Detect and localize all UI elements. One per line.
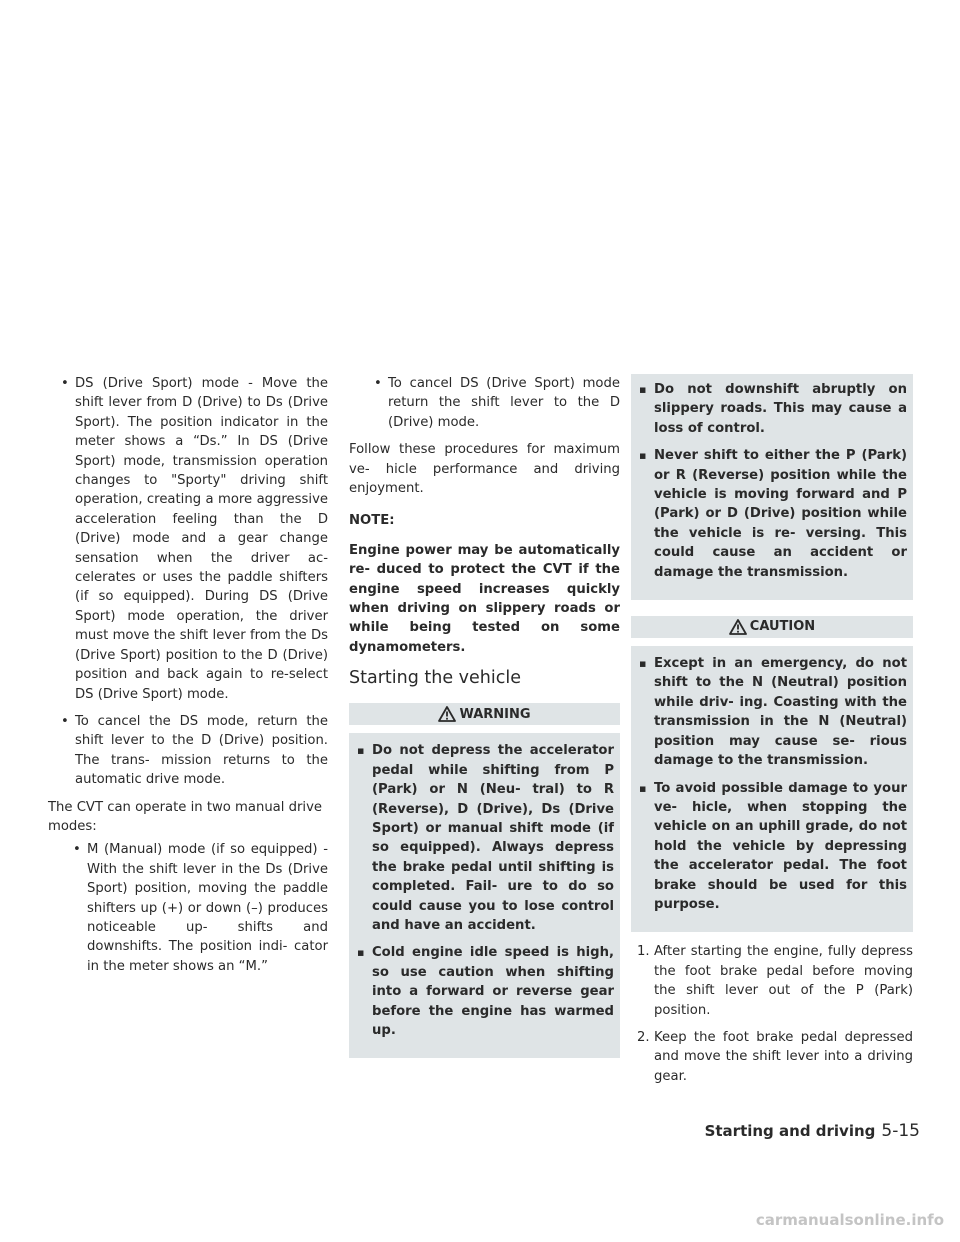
caution-label: CAUTION (749, 619, 816, 635)
caution-divider (631, 638, 913, 646)
warning-box (349, 703, 620, 1058)
step-number: 2. (637, 1029, 650, 1045)
step-number: 1. (637, 944, 650, 960)
manual-mode-list (48, 840, 328, 976)
warning-box-continued (631, 374, 913, 600)
starting-steps-list (631, 942, 913, 1086)
ds-mode-list (48, 374, 328, 790)
list-item: ▪ Do not depress the accelerator pedal while shifting from P (Park) or N (Neu- tral) to R (Reverse), D (Drive), Ds (Drive Sport) or manual shift mode (if so equipped). Always depress the brake pedal until shifting is completed. Fail- ure to do so could cause you to lose control and have an accident. (355, 741, 614, 935)
warning-list (355, 741, 614, 1040)
caution-header (637, 616, 907, 638)
step-item (631, 942, 913, 1020)
caution-list (637, 654, 907, 914)
list-item: • To cancel the DS mode, return the shift lever to the D (Drive) position. The trans- mission returns to the automatic drive mode. (48, 712, 328, 790)
manual-modes-intro: The CVT can operate in two manual drive modes: (48, 799, 322, 834)
list-item: • DS (Drive Sport) mode - Move the shift lever from D (Drive) to Ds (Drive Sport). The position indicator in the meter shows a “Ds.” In DS (Drive Sport) mode, transmission operation changes to "Sporty" driving shift operation, creating a more aggressive acceleration feeling than the D (Drive) mode and a gear change sensation when the driver ac- celerates or uses the paddle shifters (if so equipped). During DS (Drive Sport) mode operation, the driver must move the shift lever from the Ds (Drive Sport) position to the D (Drive) position and back again to re-select DS (Drive Sport) mode. (48, 374, 328, 704)
step-text: Keep the foot brake pedal depressed and move the shift lever into a driving gear. (654, 1029, 913, 1084)
step-text: After starting the engine, fully depress the foot brake pedal before moving the shift lever out of the P (Park) position. (654, 944, 913, 1018)
list-item: • To cancel DS (Drive Sport) mode return the shift lever to the D (Drive) mode. (349, 374, 620, 432)
warning-divider (349, 725, 620, 733)
section-title: Starting the vehicle (349, 668, 521, 689)
caution-box (631, 616, 913, 932)
list-item: ▪ Except in an emergency, do not shift to the N (Neutral) position while driv- ing. Coasting with the transmission in the N (Neutral) position may cause se- rious damage to the transmission. (637, 654, 907, 770)
list-item: ▪ Never shift to either the P (Park) or R (Reverse) position while the vehicle is moving forward and P (Park) or D (Drive) position while the vehicle is re- versing. This could cause an accident or damage the transmission. (637, 446, 907, 582)
column-3 (631, 374, 913, 1094)
warning-triangle-icon (729, 619, 747, 635)
list-item: ▪ Cold engine idle speed is high, so use caution when shifting into a forward or reverse gear before the engine has warmed up. (355, 943, 614, 1040)
list-item: • M (Manual) mode (if so equipped) - With the shift lever in the Ds (Drive Sport) position, moving the paddle shifters up (+) or down (–) produces noticeable up- shifts and downshifts. The position indi- cator in the meter shows an “M.” (48, 840, 328, 976)
warning-triangle-icon (438, 706, 456, 722)
page-footer (700, 1121, 920, 1141)
warning-label: WARNING (459, 706, 531, 722)
note-text: Engine power may be automatically re- duced to protect the CVT if the engine speed increases quickly when driving on slippery roads or while being tested on some dynamometers. (349, 542, 620, 655)
warning-header (355, 703, 614, 725)
page-number: 5-15 (881, 1121, 920, 1141)
warning-list-continued (637, 380, 907, 582)
step-item (631, 1028, 913, 1086)
column-2 (349, 374, 620, 1068)
follow-procedures-text: Follow these procedures for maximum ve- hicle performance and driving enjoyment. (349, 442, 620, 497)
column-1 (48, 374, 328, 984)
note-label: NOTE: (349, 513, 395, 529)
list-item: ▪ To avoid possible damage to your ve- hicle, when stopping the vehicle on an uphill grade, do not hold the vehicle by depressing the accelerator pedal. The foot brake should be used for this purpose. (637, 779, 907, 915)
list-item: ▪ Do not downshift abruptly on slippery roads. This may cause a loss of control. (637, 380, 907, 438)
footer-section-title: Starting and driving (704, 1122, 876, 1140)
manual-mode-list-continued (349, 374, 620, 432)
watermark: carmanualsonline.info (755, 1211, 944, 1229)
